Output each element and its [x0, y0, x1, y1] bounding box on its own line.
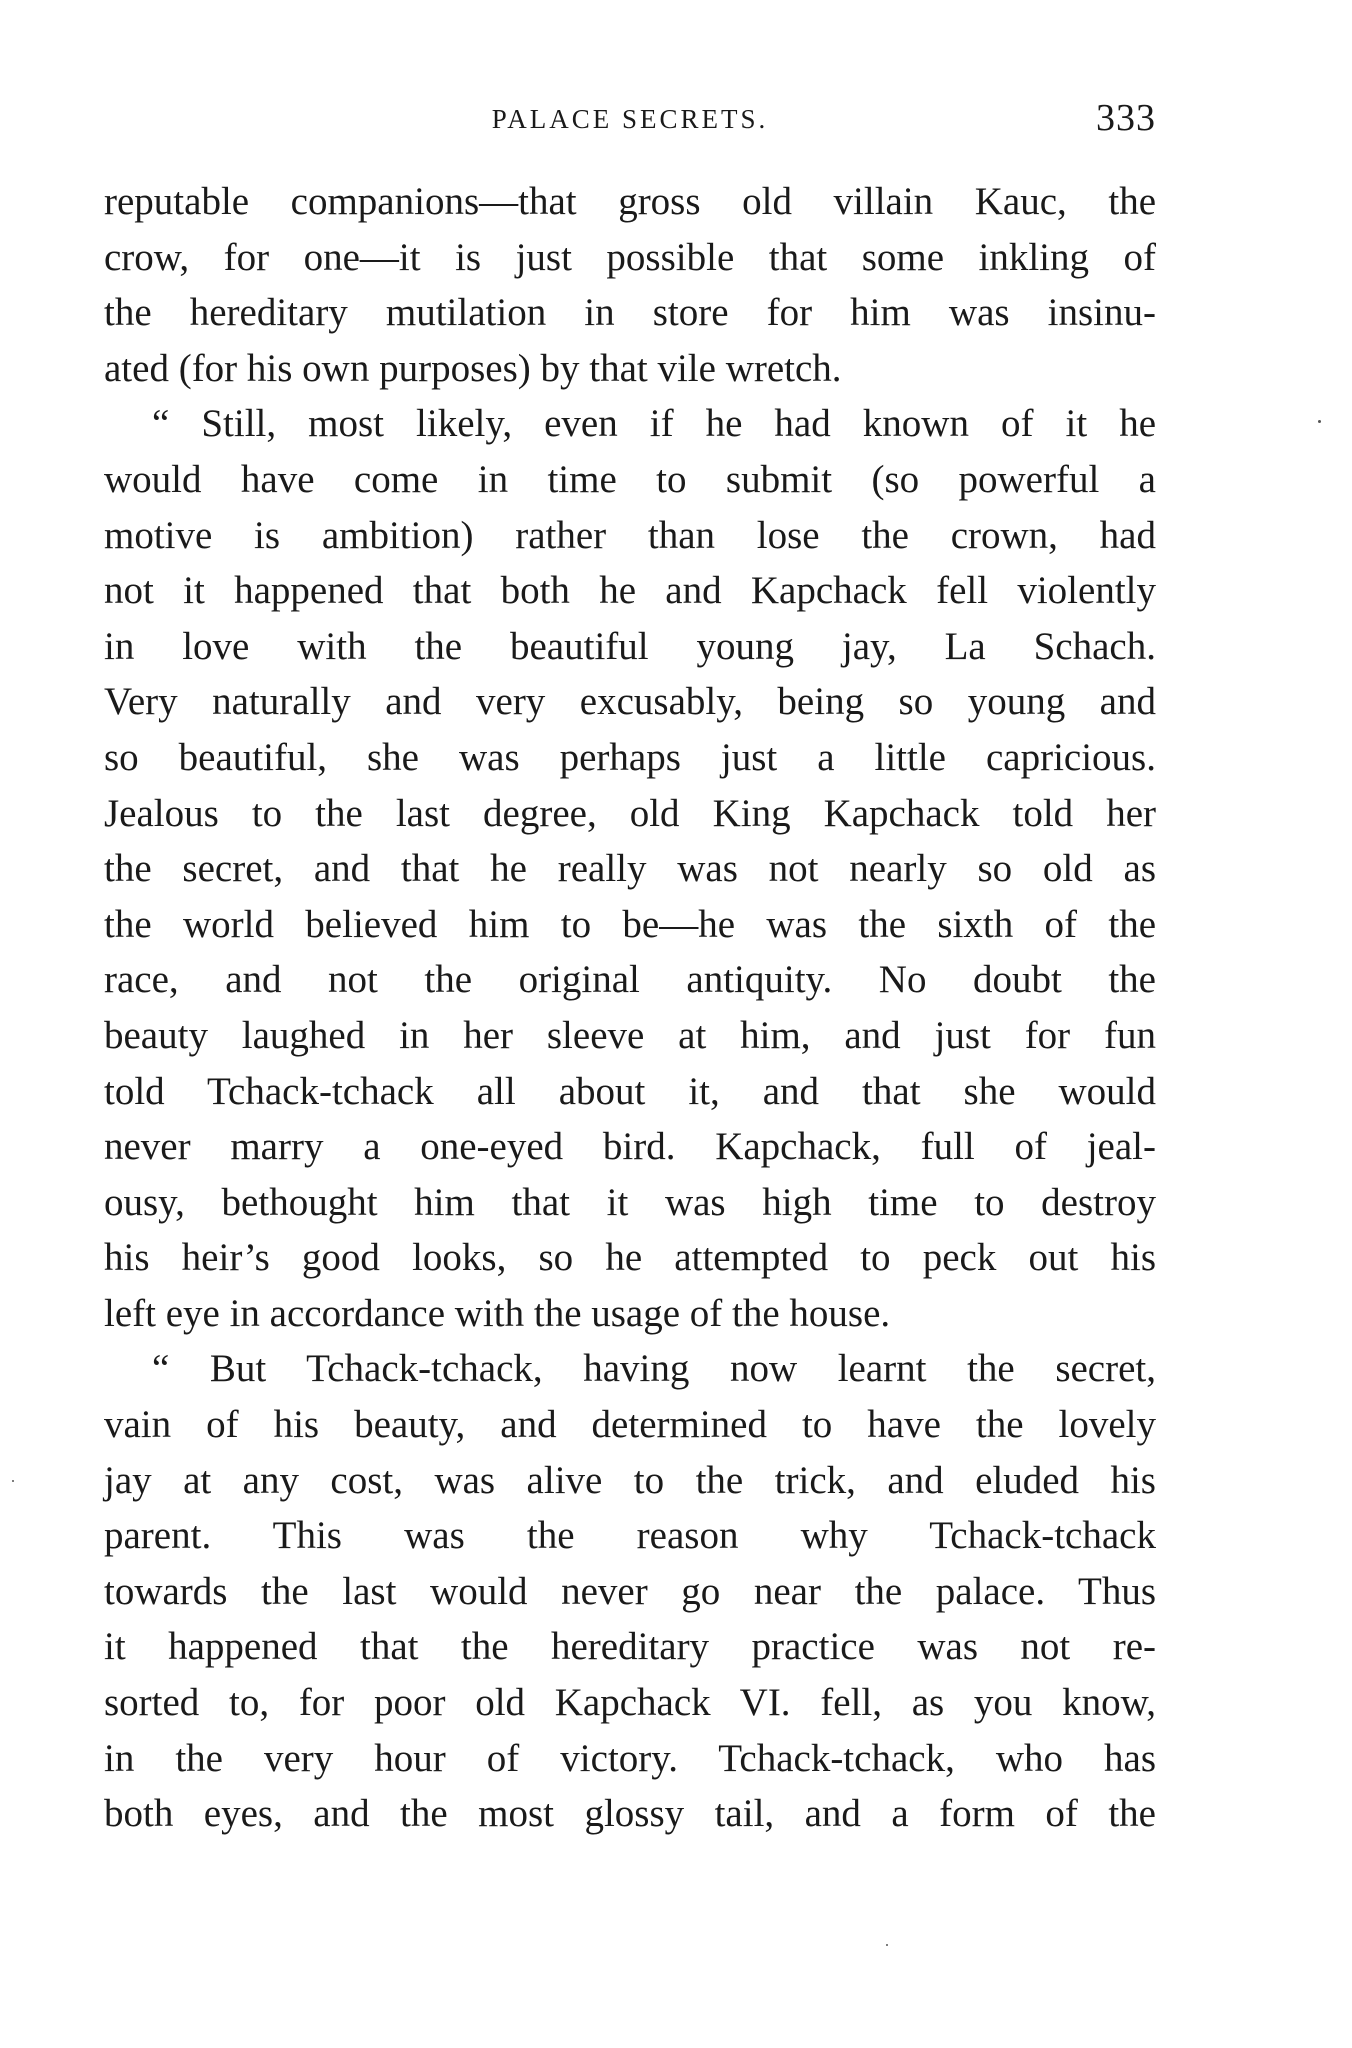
- text-line: never marry a one-eyed bird. Kapchack, full of jeal-: [104, 1125, 1156, 1169]
- page-number: 333: [1096, 97, 1156, 139]
- text-line: sorted to, for poor old Kapchack VI. fell, as you know,: [104, 1681, 1156, 1725]
- paper-speck: [886, 1944, 888, 1946]
- text-line: crow, for one—it is just possible that some inkling of: [104, 235, 1156, 279]
- text-line: motive is ambition) rather than lose the crown, had: [104, 513, 1156, 557]
- text-line: jay at any cost, was alive to the trick, and eluded his: [104, 1458, 1156, 1502]
- text-line: left eye in accordance with the usage of the house.: [104, 1291, 891, 1335]
- paper-speck: [12, 1480, 14, 1482]
- text-line: not it happened that both he and Kapchack fell violently: [104, 569, 1156, 613]
- text-line: both eyes, and the most glossy tail, and a form of the: [104, 1792, 1156, 1836]
- text-line: parent. This was the reason why Tchack-tchack: [104, 1514, 1156, 1558]
- text-line: his heir’s good looks, so he attempted to peck out his: [104, 1236, 1156, 1280]
- text-line: the secret, and that he really was not nearly so old as: [104, 847, 1156, 891]
- text-line: in the very hour of victory. Tchack-tchack, who has: [104, 1736, 1156, 1780]
- text-line: it happened that the hereditary practice was not re-: [104, 1625, 1156, 1669]
- text-line: would have come in time to submit (so powerful a: [104, 457, 1156, 501]
- paragraph-start-line: “ Still, most likely, even if he had known of it he: [152, 402, 1156, 446]
- text-line: reputable companions—that gross old villain Kauc, the: [104, 180, 1156, 223]
- text-line: vain of his beauty, and determined to have the lovely: [104, 1403, 1156, 1447]
- running-head: [104, 96, 1156, 146]
- text-line: towards the last would never go near the palace. Thus: [104, 1569, 1156, 1613]
- text-line: Jealous to the last degree, old King Kapchack told her: [104, 791, 1156, 835]
- text-line: so beautiful, she was perhaps just a little capricious.: [104, 735, 1156, 779]
- running-title: PALACE SECRETS.: [491, 104, 769, 134]
- text-line: Very naturally and very excusably, being so young and: [104, 680, 1156, 724]
- text-line: the hereditary mutilation in store for him was insinu-: [104, 291, 1156, 335]
- text-line: ousy, bethought him that it was high time to destroy: [104, 1180, 1156, 1224]
- paragraph-start-line: “ But Tchack-tchack, having now learnt the secret,: [152, 1347, 1156, 1391]
- text-line: in love with the beautiful young jay, La Schach.: [104, 624, 1156, 668]
- body-text: [104, 174, 1156, 1842]
- text-line: told Tchack-tchack all about it, and that she would: [104, 1069, 1156, 1113]
- paper-speck: [1318, 420, 1321, 423]
- text-line: the world believed him to be—he was the sixth of the: [104, 902, 1156, 946]
- text-line: beauty laughed in her sleeve at him, and just for fun: [104, 1013, 1156, 1057]
- text-line: race, and not the original antiquity. No doubt the: [104, 958, 1156, 1002]
- text-line: ated (for his own purposes) by that vile wretch.: [104, 346, 842, 390]
